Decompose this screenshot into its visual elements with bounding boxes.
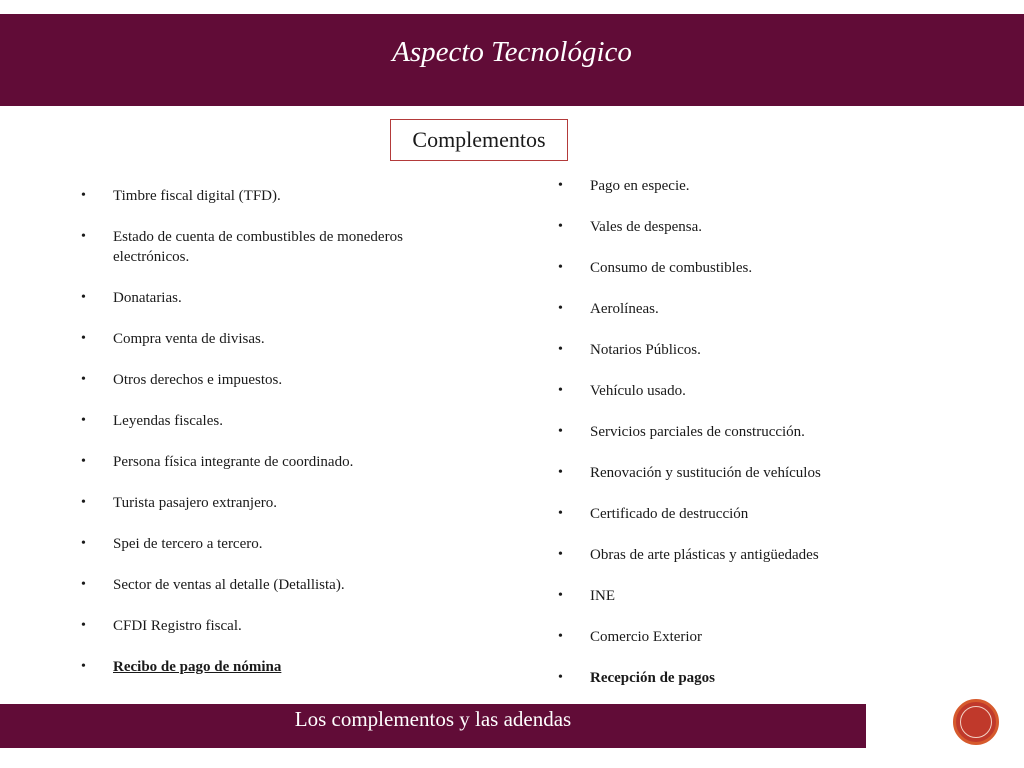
circle-nav-icon[interactable] — [953, 699, 999, 745]
list-item: • Aerolíneas. — [558, 299, 878, 319]
slide-title-text: Aspecto Tecnológico — [392, 36, 632, 68]
list-item: • Consumo de combustibles. — [558, 258, 878, 278]
list-item: • Renovación y sustitución de vehículos — [558, 463, 878, 483]
list-item-highlighted: • Recibo de pago de nómina — [81, 657, 476, 677]
list-item: • Otros derechos e impuestos. — [81, 370, 476, 390]
list-item: • CFDI Registro fiscal. — [81, 616, 476, 636]
list-item: • Certificado de destrucción — [558, 504, 878, 524]
list-item: • Vales de despensa. — [558, 217, 878, 237]
list-item-highlighted: • Recepción de pagos — [558, 668, 878, 688]
list-item: • Turista pasajero extranjero. — [81, 493, 476, 513]
list-item: • Servicios parciales de construcción. — [558, 422, 878, 442]
slide-title — [0, 14, 1024, 90]
subtitle-box: Complementos — [390, 119, 568, 161]
list-item: • Timbre fiscal digital (TFD). — [81, 186, 476, 206]
list-item: • INE — [558, 586, 878, 606]
list-item: • Vehículo usado. — [558, 381, 878, 401]
list-item: • Sector de ventas al detalle (Detallista). — [81, 575, 476, 595]
list-item: • Pago en especie. — [558, 176, 878, 196]
list-item: • Spei de tercero a tercero. — [81, 534, 476, 554]
list-item: • Notarios Públicos. — [558, 340, 878, 360]
list-item: • Compra venta de divisas. — [81, 329, 476, 349]
list-item: • Persona física integrante de coordinado. — [81, 452, 476, 472]
left-bullet-list — [81, 186, 476, 698]
list-item: • Comercio Exterior — [558, 627, 878, 647]
list-item: • Donatarias. — [81, 288, 476, 308]
list-item: • Estado de cuenta de combustibles de monederos electrónicos. — [81, 227, 476, 267]
footer-text: Los complementos y las adendas — [294, 707, 572, 731]
list-item: • Obras de arte plásticas y antigüedades — [558, 545, 878, 565]
right-bullet-list — [558, 176, 878, 709]
list-item: • Leyendas fiscales. — [81, 411, 476, 431]
